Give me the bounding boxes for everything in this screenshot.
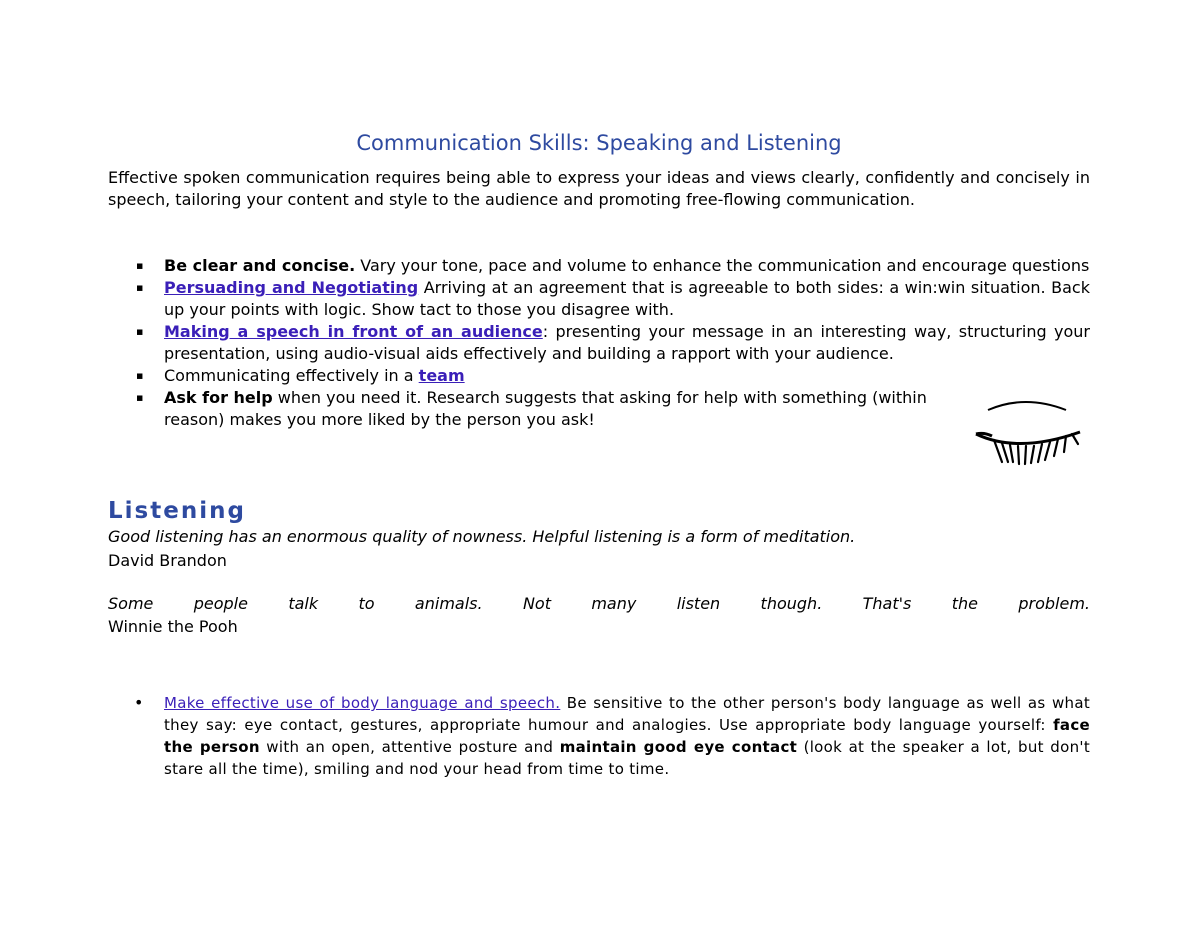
closed-eye-icon	[970, 396, 1090, 468]
body-language-link[interactable]: Make effective use of body language and speech.	[164, 694, 561, 712]
speech-audience-link[interactable]: Making a speech in front of an audience	[164, 322, 543, 341]
listening-tips-list	[108, 692, 1090, 780]
square-bullet-icon: ▪	[136, 391, 144, 404]
list-item-bold: Ask for help	[164, 388, 273, 407]
list-item-text: : presenting your message in an interesting way, structuring your presentation, using audio-visual aids effectively and building a rapport with your audience.	[164, 322, 1091, 363]
list-item-bold: face the person	[164, 716, 1090, 756]
list-item-text: when you need it. Research suggests that asking for help with something (within reason) makes you more liked by the person you ask!	[164, 388, 927, 429]
list-item-text: with an open, attentive posture and	[259, 738, 560, 756]
quote-author-brandon: David Brandon	[108, 551, 227, 570]
persuading-negotiating-link[interactable]: Persuading and Negotiating	[164, 278, 419, 297]
list-item	[108, 255, 1090, 277]
listening-heading: Listening	[108, 498, 246, 524]
quote-brandon: Good listening has an enormous quality of nowness. Helpful listening is a form of meditation.	[108, 527, 856, 546]
team-link[interactable]: team	[418, 366, 465, 385]
list-item-text: Vary your tone, pace and volume to enhance the communication and encourage questions	[355, 256, 1090, 275]
intro-paragraph: Effective spoken communication requires being able to express your ideas and views clearly, confidently and concisely in speech, tailoring your content and style to the audience and promoting free-flowing communication.	[108, 168, 1090, 209]
list-item-text: Arriving at an agreement that is agreeable to both sides: a win:win situation. Back up your points with logic. Show tact to those you disagree with.	[164, 278, 1090, 319]
round-bullet-icon: •	[134, 693, 144, 712]
list-item	[108, 692, 1090, 780]
quote-pooh: Some people talk to animals. Not many listen though. That's the problem.	[108, 594, 1090, 613]
list-item-text: Be sensitive to the other person's body language as well as what they say: eye contact, gestures, appropriate humour and analogies. Use appropriate body language yourself:	[164, 694, 1090, 734]
list-item-bold: Be clear and concise.	[164, 256, 356, 275]
page-title: Communication Skills: Speaking and Listening	[356, 131, 842, 155]
list-item	[108, 277, 1090, 321]
quote-author-pooh: Winnie the Pooh	[108, 617, 238, 636]
list-item	[108, 365, 1090, 387]
list-item	[108, 321, 1090, 365]
list-item-text: Communicating effectively in a	[164, 366, 419, 385]
square-bullet-icon: ▪	[136, 325, 144, 338]
speaking-tips-list	[108, 255, 1090, 431]
square-bullet-icon: ▪	[136, 281, 144, 294]
square-bullet-icon: ▪	[136, 369, 144, 382]
list-item-bold: maintain good eye contact	[559, 738, 798, 756]
list-item-text: (look at the speaker a lot, but don't stare all the time), smiling and nod your head from time to time.	[164, 738, 1091, 778]
list-item	[108, 387, 1090, 431]
square-bullet-icon: ▪	[136, 259, 144, 272]
